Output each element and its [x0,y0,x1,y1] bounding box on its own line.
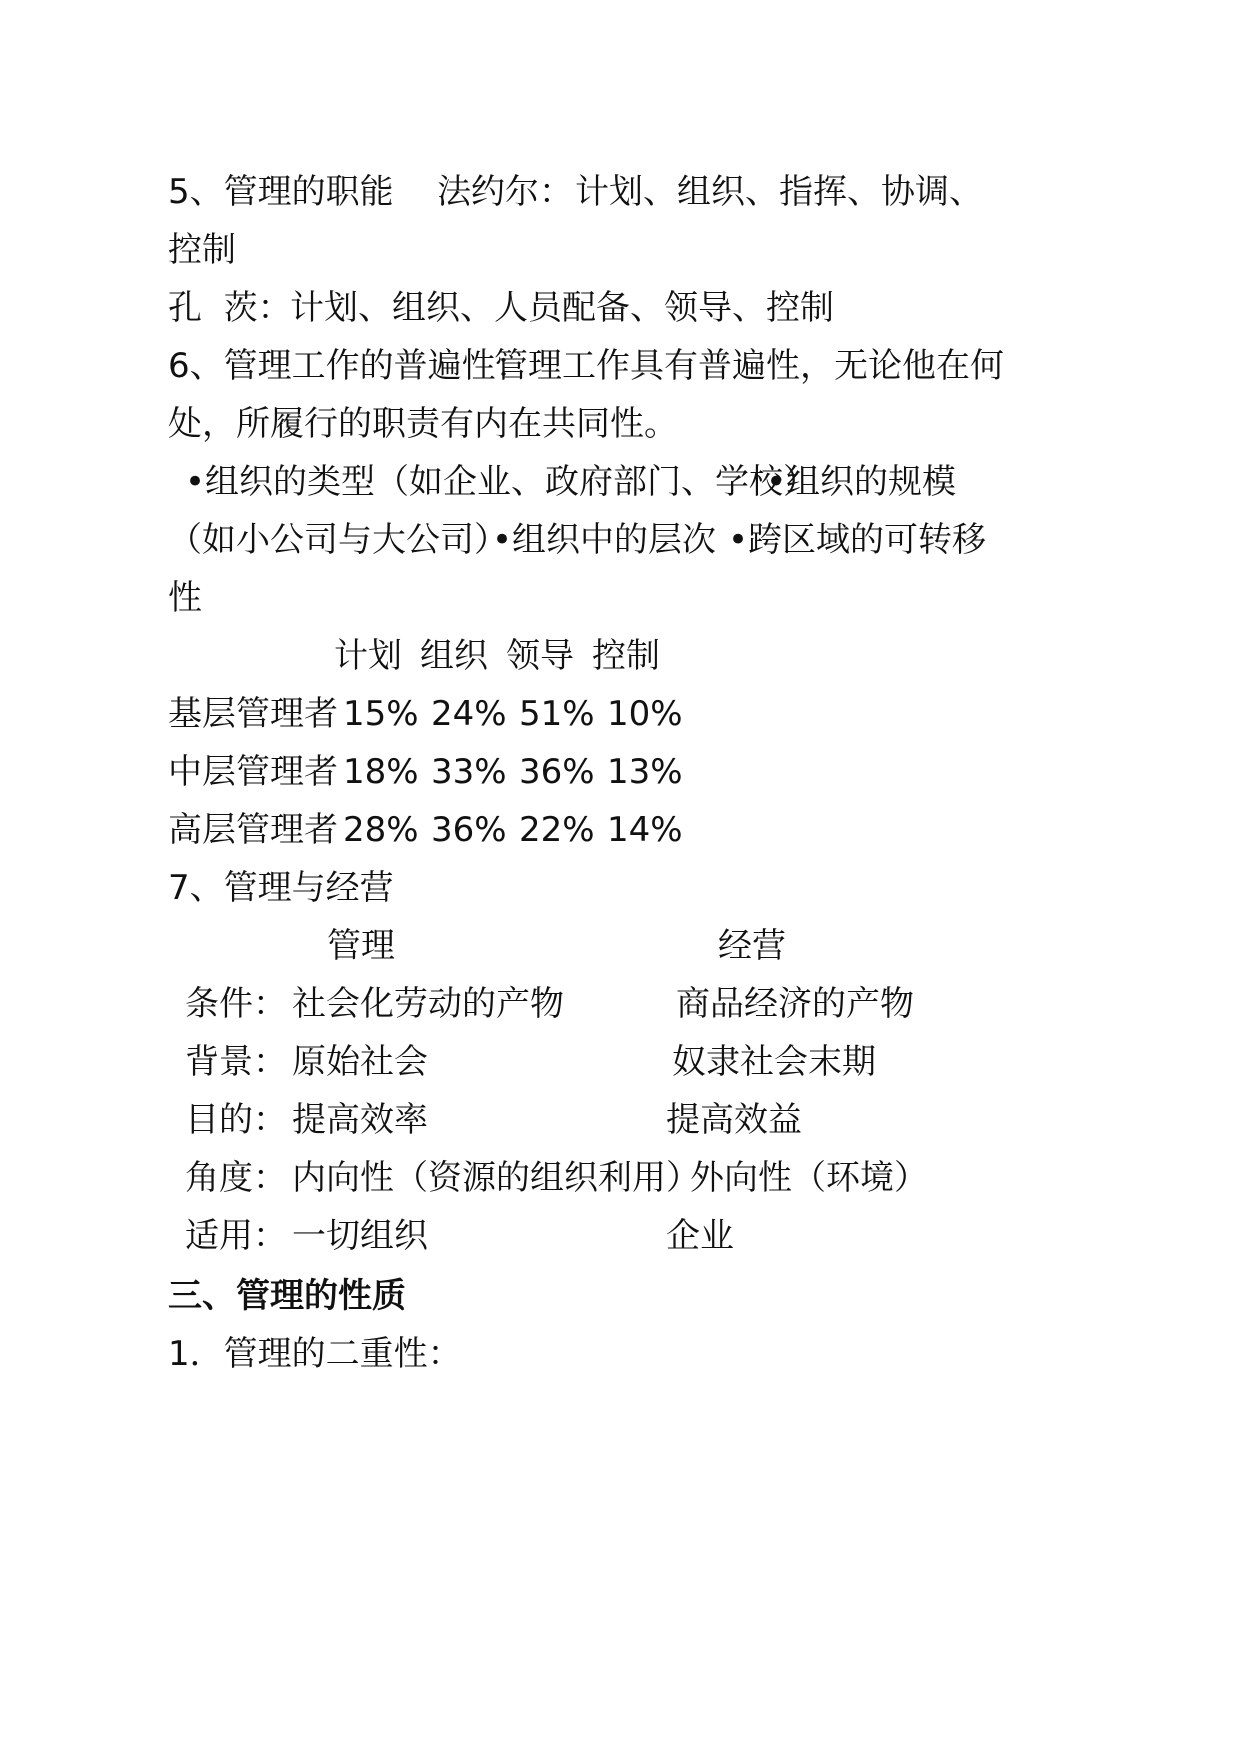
table-cell: 15% [343,694,419,734]
table-cell: 51% [519,694,595,734]
fayol-label: 法约尔： [437,172,573,212]
bullet-org-type: •组织的类型（如企业、政府部门、学校） [185,462,818,502]
table-cell: 10% [607,694,683,734]
koontz-functions: 计划、组织、人员配备、领导、控制 [290,288,834,328]
table-header-lead: 领导 [506,636,574,676]
compare-business-cell: 提高效益 [666,1100,802,1140]
table-header-organize: 组织 [420,636,488,676]
compare-row-label: 条件： [185,984,287,1024]
table-row-label: 高层管理者 [168,810,338,850]
table-cell: 33% [431,752,507,792]
table-row-label: 中层管理者 [168,752,338,792]
compare-row-label: 目的： [185,1100,287,1140]
table-row-label: 基层管理者 [168,694,338,734]
section6-desc-cont: 处，所履行的职责有内在共同性。 [168,404,678,444]
fayol-functions-cont: 控制 [168,230,236,270]
fayol-functions: 计划、组织、指挥、协调、 [575,172,983,212]
table-cell: 24% [431,694,507,734]
compare-management-cell: 提高效率 [292,1100,428,1140]
bullet-org-level: •组织中的层次 [492,520,717,560]
compare-management-cell: 内向性（资源的组织利用） [292,1158,700,1198]
compare-header-business: 经营 [718,926,786,966]
table-cell: 36% [519,752,595,792]
section6-heading: 6、管理工作的普遍性： [168,346,530,386]
section5-prefix: 5、管理的职能 [168,172,394,212]
compare-row-label: 角度： [185,1158,287,1198]
table-header-control: 控制 [592,636,660,676]
bullet-org-size-cont: （如小公司与大公司） [168,520,508,560]
table-cell: 36% [431,810,507,850]
compare-business-cell: 外向性（环境） [690,1158,928,1198]
compare-row-label: 背景： [185,1042,287,1082]
bullet-transferability-cont: 性 [168,578,202,618]
section3-heading: 三、管理的性质 [168,1276,406,1316]
koontz-label: 孔 茨： [168,288,292,328]
table-cell: 22% [519,810,595,850]
section6-desc: 管理工作具有普遍性，无论他在何 [494,346,1004,386]
table-cell: 18% [343,752,419,792]
compare-business-cell: 企业 [666,1216,734,1256]
bullet-transferability: •跨区域的可转移 [728,520,987,560]
compare-header-management: 管理 [327,926,395,966]
section7-heading: 7、管理与经营 [168,868,394,908]
table-cell: 28% [343,810,419,850]
compare-management-cell: 原始社会 [292,1042,428,1082]
compare-management-cell: 一切组织 [292,1216,428,1256]
table-header-plan: 计划 [334,636,402,676]
compare-business-cell: 商品经济的产物 [676,984,914,1024]
compare-management-cell: 社会化劳动的产物 [292,984,564,1024]
bullet-org-size: •组织的规模 [766,462,957,502]
compare-row-label: 适用： [185,1216,287,1256]
compare-business-cell: 奴隶社会末期 [672,1042,876,1082]
table-cell: 14% [607,810,683,850]
section3-item1: 1．管理的二重性： [168,1334,462,1374]
table-cell: 13% [607,752,683,792]
